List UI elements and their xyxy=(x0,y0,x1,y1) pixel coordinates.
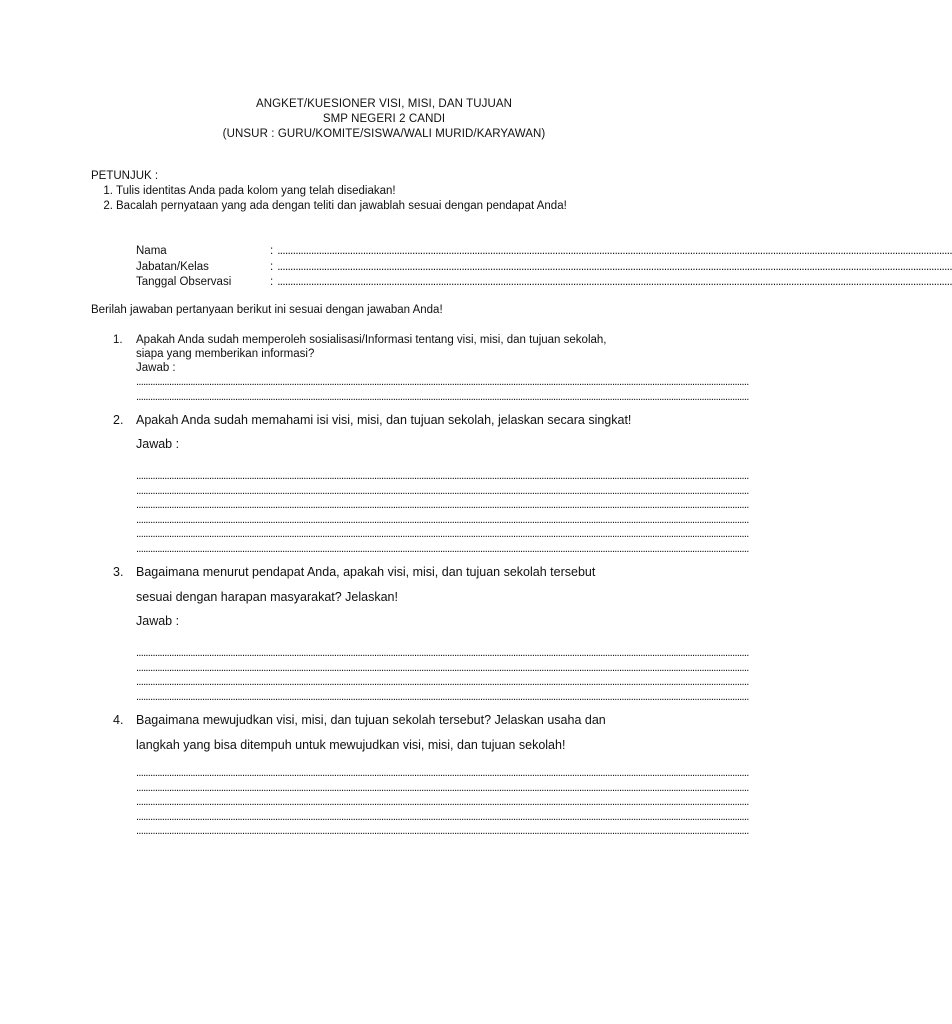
question-text-continued: langkah yang bisa ditempuh untuk mewujudkan visi, misi, dan tujuan sekolah! xyxy=(136,738,566,752)
question-text: Bagaimana mewujudkan visi, misi, dan tujuan sekolah tersebut? Jelaskan usaha dan xyxy=(136,713,606,727)
identity-fill-line[interactable]: .................................................................................................................................................................................................................................................................... xyxy=(277,260,952,273)
identity-label: Jabatan/Kelas xyxy=(136,260,209,273)
instruction-item xyxy=(91,199,691,214)
instructions-heading: PETUNJUK : xyxy=(91,170,159,182)
question-text-continued: sesuai dengan harapan masyarakat? Jelaskan! xyxy=(136,590,398,604)
answer-line[interactable]: .................................................................................................................................................................................................................................................................... xyxy=(136,528,749,540)
question-4 xyxy=(91,708,749,839)
question-text: Apakah Anda sudah memperoleh sosialisasi/Informasi tentang visi, misi, dan tujuan sekolah, xyxy=(136,334,607,346)
answer-label: Jawab : xyxy=(136,614,180,628)
question-number: 2. xyxy=(113,413,124,427)
question-3 xyxy=(91,560,749,704)
answer-line[interactable]: .................................................................................................................................................................................................................................................................... xyxy=(136,542,749,555)
instruction-text: Tulis identitas Anda pada kolom yang telah disediakan! xyxy=(116,185,396,197)
answer-line[interactable]: .................................................................................................................................................................................................................................................................... xyxy=(136,810,749,823)
document-header xyxy=(0,97,768,142)
identity-colon: : xyxy=(270,260,274,273)
instructions-section xyxy=(91,169,691,214)
question-text-continued: siapa yang memberikan informasi? xyxy=(136,348,315,360)
answer-line[interactable]: .................................................................................................................................................................................................................................................................... xyxy=(136,513,749,526)
answer-line[interactable]: .................................................................................................................................................................................................................................................................... xyxy=(136,484,749,497)
answer-label: Jawab : xyxy=(136,437,180,451)
answer-line[interactable]: .................................................................................................................................................................................................................................................................... xyxy=(136,376,749,388)
answer-line[interactable]: .................................................................................................................................................................................................................................................................... xyxy=(136,676,749,688)
answer-line[interactable]: .................................................................................................................................................................................................................................................................... xyxy=(136,796,749,808)
answer-line[interactable]: .................................................................................................................................................................................................................................................................... xyxy=(136,690,749,703)
answer-line[interactable]: .................................................................................................................................................................................................................................................................... xyxy=(136,647,749,659)
answer-line[interactable]: .................................................................................................................................................................................................................................................................... xyxy=(136,825,749,837)
answer-line[interactable]: .................................................................................................................................................................................................................................................................... xyxy=(136,470,749,482)
answer-line[interactable]: .................................................................................................................................................................................................................................................................... xyxy=(136,767,749,779)
identity-fill-line[interactable]: .................................................................................................................................................................................................................................................................... xyxy=(277,245,952,257)
questions-section xyxy=(91,333,749,839)
instruction-number: 1. xyxy=(103,185,113,197)
question-1 xyxy=(91,333,749,404)
question-2 xyxy=(91,408,749,556)
answer-label: Jawab : xyxy=(136,362,176,374)
instruction-text: Bacalah pernyataan yang ada dengan teliti dan jawablah sesuai dengan pendapat Anda! xyxy=(116,200,567,212)
instruction-number: 2. xyxy=(103,200,113,212)
header-title: ANGKET/KUESIONER VISI, MISI, DAN TUJUAN xyxy=(255,98,513,110)
identity-row-nama xyxy=(136,244,952,260)
question-number: 4. xyxy=(113,713,124,727)
header-subtitle: (UNSUR : GURU/KOMITE/SISWA/WALI MURID/KARYAWAN) xyxy=(222,128,546,140)
question-number: 1. xyxy=(113,334,123,346)
question-text: Apakah Anda sudah memahami isi visi, misi, dan tujuan sekolah, jelaskan secara singkat! xyxy=(136,413,632,427)
identity-row-jabatan xyxy=(136,260,952,276)
identity-section xyxy=(136,244,952,291)
question-text: Bagaimana menurut pendapat Anda, apakah visi, misi, dan tujuan sekolah tersebut xyxy=(136,565,596,579)
identity-label: Tanggal Observasi xyxy=(136,276,232,288)
instructions-list xyxy=(91,184,691,214)
identity-row-tanggal xyxy=(136,275,952,291)
answer-instruction: Berilah jawaban pertanyaan berikut ini sesuai dengan jawaban Anda! xyxy=(91,304,443,316)
identity-colon: : xyxy=(270,276,274,288)
header-school: SMP NEGERI 2 CANDI xyxy=(322,113,446,125)
answer-line[interactable]: .................................................................................................................................................................................................................................................................... xyxy=(136,499,749,511)
identity-fill-line[interactable]: .................................................................................................................................................................................................................................................................... xyxy=(277,276,952,288)
answer-line[interactable]: .................................................................................................................................................................................................................................................................... xyxy=(136,661,749,674)
answer-line[interactable]: .................................................................................................................................................................................................................................................................... xyxy=(136,390,749,403)
identity-label: Nama xyxy=(136,245,167,257)
question-number: 3. xyxy=(113,565,124,579)
answer-line[interactable]: .................................................................................................................................................................................................................................................................... xyxy=(136,781,749,794)
instruction-item xyxy=(91,184,691,199)
identity-colon: : xyxy=(270,245,274,257)
